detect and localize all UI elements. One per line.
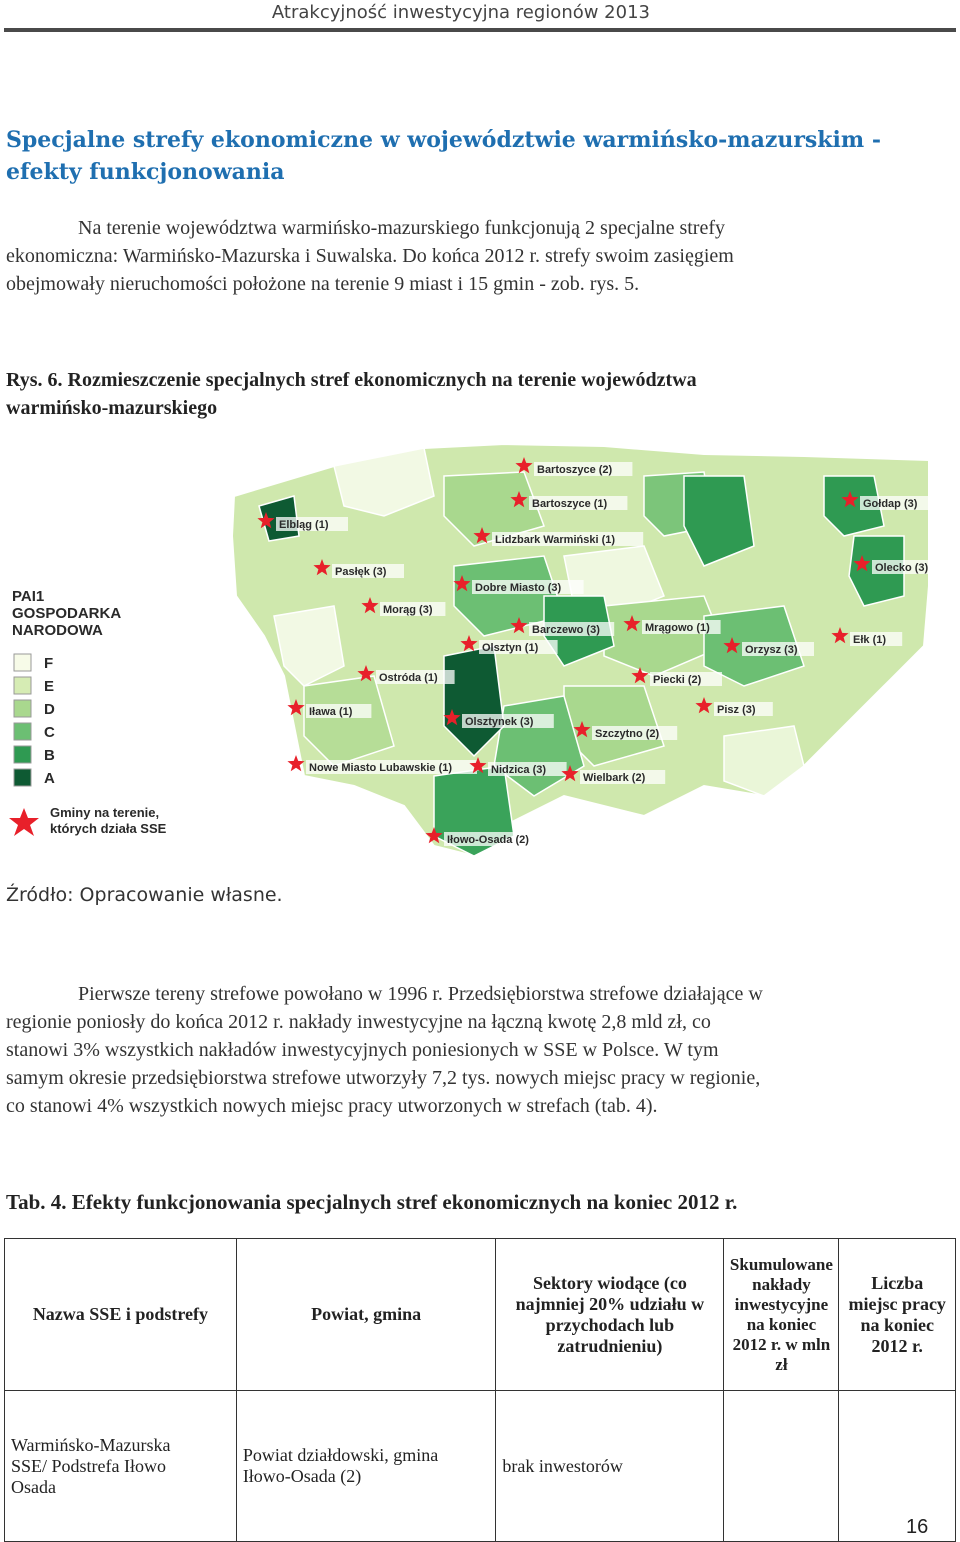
place-label: Morąg (3) <box>383 604 433 616</box>
legend-label-d: D <box>44 701 55 718</box>
legend-label-f: F <box>44 655 54 672</box>
body-line3: stanowi 3% wszystkich nakładów inwestycyjnych poniesionych w SSE w Polsce. W tym <box>6 1039 719 1061</box>
intro-line1: Na terenie województwa warmińsko-mazurskiego funkcjonują 2 specjalne strefy <box>78 217 725 239</box>
place-label: Ostróda (1) <box>379 672 438 684</box>
legend-star-label-line1: Gminy na terenie, <box>50 805 160 820</box>
legend-label-a: A <box>44 770 55 787</box>
table-row <box>5 1391 956 1542</box>
place-label: Iłowo-Osada (2) <box>447 834 529 846</box>
place-label: Pisz (3) <box>717 704 756 716</box>
place-label: Dobre Miasto (3) <box>475 582 562 594</box>
header-name: Nazwa SSE i podstrefy <box>5 1239 237 1391</box>
legend-label-e: E <box>44 678 55 695</box>
legend-label-b: B <box>44 747 55 764</box>
cell-powiat-line1: Powiat działdowski, gmina <box>242 1445 439 1465</box>
place-label: Iława (1) <box>309 706 353 718</box>
figure-caption <box>6 366 928 422</box>
place-label: Bartoszyce (2) <box>537 464 613 476</box>
place-label: Nowe Miasto Lubawskie (1) <box>309 762 453 774</box>
legend-star-icon <box>9 808 39 836</box>
legend-title-line1: PAI1 <box>12 588 45 605</box>
figure-caption-line2: warmińsko-mazurskiego <box>6 397 218 419</box>
table-header-row <box>5 1239 956 1391</box>
region-map <box>4 436 934 858</box>
place-label: Elbląg (1) <box>279 519 329 531</box>
place-label: Olsztynek (3) <box>465 716 534 728</box>
body-line1: Pierwsze tereny strefowe powołano w 1996 r. Przedsiębiorstwa strefowe działające w <box>78 983 763 1005</box>
body-line5: co stanowi 4% wszystkich nowych miejsc pracy utworzonych w strefach (tab. 4). <box>6 1095 658 1117</box>
section-title-line1: Specjalne strefy ekonomiczne w województwie warmińsko-mazurskim - <box>6 127 881 153</box>
map-area-f4 <box>724 726 804 796</box>
cell-powiat-line2: Iłowo-Osada (2) <box>242 1466 362 1486</box>
place-label: Piecki (2) <box>653 674 702 686</box>
place-label: Orzysz (3) <box>745 644 798 656</box>
intro-paragraph <box>6 214 930 298</box>
section-title <box>6 124 906 188</box>
header-title: Atrakcyjność inwestycyjna regionów 2013 <box>271 2 650 23</box>
cell-powiat <box>236 1391 496 1542</box>
header-rule <box>4 28 956 32</box>
cell-name <box>5 1391 237 1542</box>
place-label: Gołdap (3) <box>863 498 918 510</box>
page-number: 16 <box>906 1516 929 1538</box>
legend-swatch-f <box>14 654 31 671</box>
place-label: Pasłęk (3) <box>335 566 387 578</box>
cell-name-line1: Warmińsko-Mazurska <box>11 1434 171 1455</box>
header-jobs: Liczba miejsc pracy na koniec 2012 r. <box>839 1239 956 1391</box>
place-label: Olsztyn (1) <box>482 642 539 654</box>
legend-title-line3: NARODOWA <box>12 622 103 639</box>
legend-swatch-e <box>14 677 31 694</box>
legend-title-line2: GOSPODARKA <box>12 605 122 622</box>
place-label: Wielbark (2) <box>583 772 646 784</box>
place-label: Olecko (3) <box>875 562 929 574</box>
body-line4: samym okresie przedsiębiorstwa strefowe utworzyły 7,2 tys. nowych miejsc pracy w regionie, <box>6 1067 761 1089</box>
place-label: Barczewo (3) <box>532 624 600 636</box>
legend-swatch-b <box>14 746 31 763</box>
cell-investment <box>724 1391 839 1542</box>
legend-swatch-c <box>14 723 31 740</box>
place-label: Szczytno (2) <box>595 728 660 740</box>
legend-star-label-line2: których działa SSE <box>50 821 167 836</box>
map-legend <box>9 588 167 836</box>
body-line2: regionie poniosły do końca 2012 r. nakłady inwestycyjne na łączną kwotę 2,8 mld zł, co <box>6 1011 711 1033</box>
place-label: Mrągowo (1) <box>645 622 710 634</box>
place-label: Bartoszyce (1) <box>532 498 608 510</box>
header-powiat: Powiat, gmina <box>236 1239 496 1391</box>
header-sectors: Sektory wiodące (co najmniej 20% udziału w przychodach lub zatrudnieniu) <box>496 1239 724 1391</box>
legend-label-c: C <box>44 724 55 741</box>
cell-name-line3: Osada <box>11 1476 56 1497</box>
legend-swatch-d <box>14 700 31 717</box>
page-header <box>0 0 960 34</box>
intro-line3: obejmowały nieruchomości położone na terenie 9 miast i 15 gmin - zob. rys. 5. <box>6 273 640 295</box>
legend-classes <box>14 654 55 787</box>
body-paragraph <box>6 980 930 1120</box>
figure-caption-line1: Rys. 6. Rozmieszczenie specjalnych stref ekonomicznych na terenie województwa <box>6 369 697 391</box>
cell-name-line2: SSE/ Podstrefa Iłowo <box>11 1455 166 1476</box>
place-label: Nidzica (3) <box>491 764 547 776</box>
header-investment: Skumulowane nakłady inwestycyjne na koniec 2012 r. w mln zł <box>724 1239 839 1391</box>
figure-source: Źródło: Opracowanie własne. <box>6 884 283 906</box>
place-label: Lidzbark Warmiński (1) <box>495 534 616 546</box>
section-title-line2: efekty funkcjonowania <box>6 159 285 185</box>
effects-table <box>4 1238 956 1542</box>
legend-swatch-a <box>14 769 31 786</box>
cell-jobs <box>839 1391 956 1542</box>
place-label: Ełk (1) <box>853 634 887 646</box>
cell-sectors: brak inwestorów <box>496 1391 724 1542</box>
intro-line2: ekonomiczna: Warmińsko-Mazurska i Suwalska. Do końca 2012 r. strefy swoim zasięgiem <box>6 245 734 267</box>
table-caption: Tab. 4. Efekty funkcjonowania specjalnych stref ekonomicznych na koniec 2012 r. <box>6 1190 738 1214</box>
